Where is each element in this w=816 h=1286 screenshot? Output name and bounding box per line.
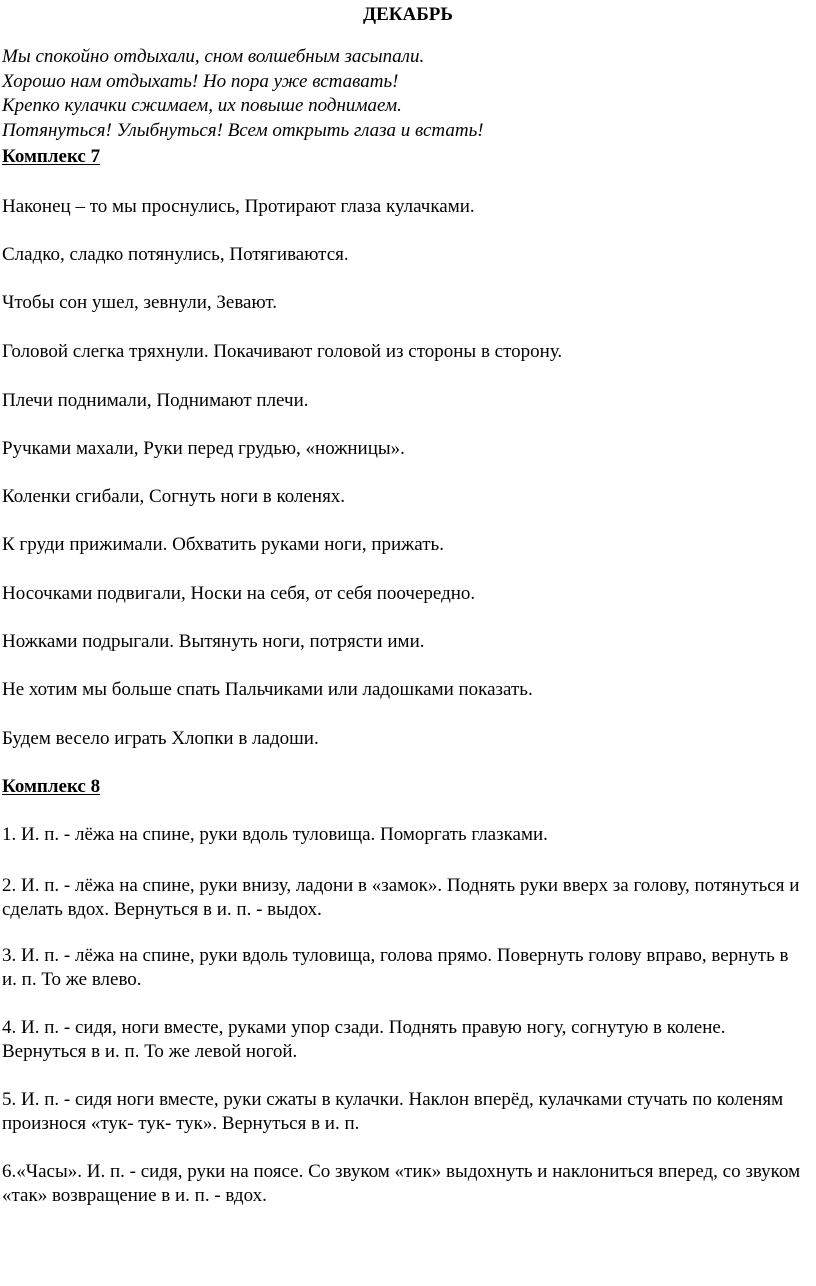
exercise-item: 2. И. п. - лёжа на спине, руки внизу, ладони в «замок». Поднять руки вверх за голову, потянуться и сделать вдох. Вернуться в и. п. - выдох. xyxy=(2,875,800,920)
complex-7-line: Чтобы сон ушел, зевнули, Зевают. xyxy=(2,292,278,313)
page-title: ДЕКАБРЬ xyxy=(363,4,453,25)
exercise-item: 4. И. п. - сидя, ноги вместе, руками упор сзади. Поднять правую ногу, согнутую в колене. Вернуться в и. п. То же левой ногой. xyxy=(2,1017,726,1062)
complex-8-heading: Комплекс 8 xyxy=(2,776,101,797)
complex-7-line: Ножками подрыгали. Вытянуть ноги, потрясти ими. xyxy=(2,631,425,652)
poem-line: Потянуться! Улыбнуться! Всем открыть глаза и встать! xyxy=(2,119,484,141)
complex-7-heading: Комплекс 7 xyxy=(2,146,101,167)
complex-7-line: Будем весело играть Хлопки в ладоши. xyxy=(2,728,319,749)
complex-7-line: Головой слегка тряхнули. Покачивают головой из стороны в сторону. xyxy=(2,341,563,362)
complex-7-line: Сладко, сладко потянулись, Потягиваются. xyxy=(2,244,349,265)
poem xyxy=(2,45,484,143)
complex-7-line: К груди прижимали. Обхватить руками ноги, прижать. xyxy=(2,534,444,555)
complex-7-line: Носочками подвигали, Носки на себя, от себя поочередно. xyxy=(2,583,476,604)
poem-line: Крепко кулачки сжимаем, их повыше поднимаем. xyxy=(2,95,402,116)
exercise-item: 6.«Часы». И. п. - сидя, руки на поясе. Со звуком «тик» выдохнуть и наклониться вперед, со звуком «так» возвращение в и. п. - вдох. xyxy=(2,1161,801,1206)
poem-line: Мы спокойно отдыхали, сном волшебным засыпали. xyxy=(2,46,425,67)
exercise-item: 1. И. п. - лёжа на спине, руки вдоль туловища. Поморгать глазками. xyxy=(2,824,548,845)
exercise-item: 3. И. п. - лёжа на спине, руки вдоль туловища, голова прямо. Повернуть голову вправо, вернуть в и. п. То же влево. xyxy=(2,945,789,990)
complex-7-line: Коленки сгибали, Согнуть ноги в коленях. xyxy=(2,486,346,507)
poem-line: Хорошо нам отдыхать! Но пора уже вставать! xyxy=(2,70,399,92)
complex-7-line: Наконец – то мы проснулись, Протирают глаза кулачками. xyxy=(2,196,475,217)
complex-7-line: Плечи поднимали, Поднимают плечи. xyxy=(2,390,309,411)
complex-7-line: Ручками махали, Руки перед грудью, «ножницы». xyxy=(2,438,405,459)
complex-7-line: Не хотим мы больше спать Пальчиками или ладошками показать. xyxy=(2,679,533,700)
exercise-item: 5. И. п. - сидя ноги вместе, руки сжаты в кулачки. Наклон вперёд, кулачками стучать по коленям произнося «тук- тук- тук». Вернуться в и. п. xyxy=(2,1089,784,1134)
